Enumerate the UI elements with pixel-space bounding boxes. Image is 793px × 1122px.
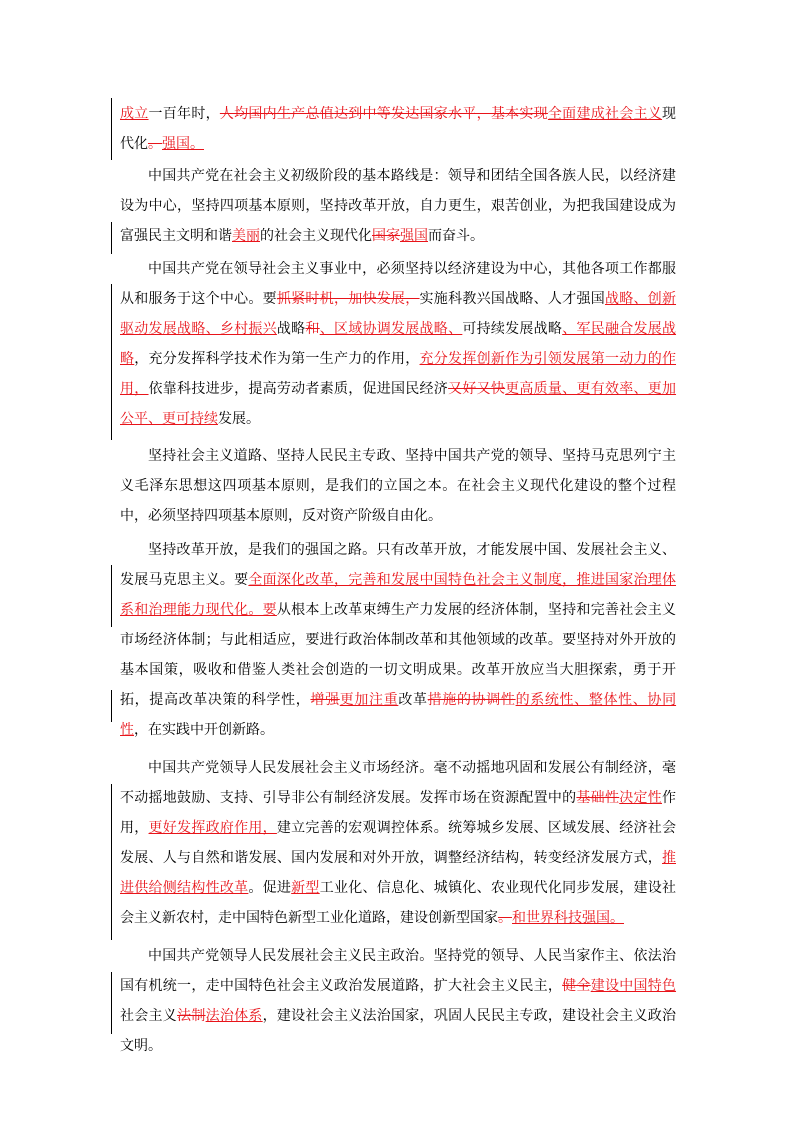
body-text: 。促进 <box>248 880 292 896</box>
inserted-text: 、区域协调发展战略、 <box>319 321 463 337</box>
inserted-text: 战略、创新驱动发展战略、乡村振兴 <box>120 291 677 337</box>
inserted-text: 更高质量、更有效率、更加公平、更可持续 <box>120 381 677 427</box>
deleted-text: 又好又快 <box>448 381 506 397</box>
inserted-text: 全面建成社会主义 <box>547 106 663 122</box>
inserted-text: 和世界科技强国。 <box>512 910 624 926</box>
inserted-text: 成立 <box>120 106 149 122</box>
body-text: 的社会主义现代化 <box>260 228 372 244</box>
inserted-text: 建设中国特色 <box>590 978 677 994</box>
inserted-text: 强国。 <box>162 136 204 152</box>
change-bar <box>111 98 112 160</box>
change-bar <box>111 972 112 1034</box>
paragraph <box>120 99 676 159</box>
body-text: 改革 <box>398 692 428 708</box>
body-text: 坚持社会主义道路、坚持人民民主专政、坚持中国共产党的领导、坚持马克思列宁主义毛泽东思想这四项基本原则，是我们的立国之本。在社会主义现代化建设的整个过程中，必须坚持四项基本原则，反对资产阶级自由化。 <box>120 448 676 524</box>
inserted-text: 的系统性、整体性、协同性 <box>120 692 677 738</box>
deleted-text: 。 <box>498 910 512 926</box>
inserted-text: 更加注重 <box>339 692 399 708</box>
body-text: ，在实践中开创新路。 <box>134 722 274 738</box>
deleted-text: 基础性 <box>576 790 620 806</box>
inserted-text: 、军民融合发展战略 <box>120 321 677 367</box>
inserted-text: 推进供给侧结构性改革 <box>120 850 676 896</box>
body-text: 中国共产党在领导社会主义事业中，必须坚持以经济建设为中心，其他各项工作都服从和服务于这个中心。要 <box>120 261 676 307</box>
change-bar <box>111 784 112 940</box>
inserted-text: 强国 <box>400 228 428 244</box>
body-text: 建立完善的宏观调控体系。统筹城乡发展、区域发展、经济社会发展、人与自然和谐发展、国内发展和对外开放，调整经济结构，转变经济发展方式， <box>120 820 677 866</box>
body-text: 战略 <box>276 321 306 337</box>
body-text: 工业化、信息化、城镇化、农业现代化同步发展，建设社会主义新农村，走中国特色新型工业化道路，建设创新型国家 <box>120 880 677 926</box>
change-bar <box>111 284 112 440</box>
paragraph <box>120 941 676 1061</box>
change-bar <box>111 690 112 722</box>
body-text: 而奋斗。 <box>428 228 484 244</box>
body-text: ，充分发挥科学技术作为第一生产力的作用， <box>134 351 420 367</box>
paragraph <box>120 161 676 251</box>
inserted-text: 新型 <box>291 880 320 896</box>
deleted-text: 增强 <box>310 692 340 708</box>
body-text: 社会主义 <box>120 1008 178 1024</box>
body-text: 中国共产党在社会主义初级阶段的基本路线是：领导和团结全国各族人民，以经济建设为中心，坚持四项基本原则，坚持改革开放，自力更生，艰苦创业，为把我国建设成为富强民主文明和谐 <box>120 168 676 244</box>
inserted-text: 全面深化改革，完善和发展中国特色社会主义制度，推进国家治理体系和治理能力现代化。要 <box>120 572 677 618</box>
inserted-text: 充分发挥创新作为引领发展第一动力的作用， <box>120 351 677 397</box>
body-text: 现代化 <box>120 106 677 152</box>
body-text: 可持续发展战略 <box>462 321 563 337</box>
body-text: 中国共产党领导人民发展社会主义民主政治。坚持党的领导、人民当家作主、依法治国有机统一，走中国特色社会主义政治发展道路，扩大社会主义民主， <box>120 948 676 994</box>
paragraph <box>120 441 676 531</box>
deleted-text: 抓紧时机，加快发展， <box>276 291 420 307</box>
inserted-text: 美丽 <box>232 228 260 244</box>
deleted-text: 和 <box>305 321 320 337</box>
body-text: 中国共产党领导人民发展社会主义市场经济。毫不动摇地巩固和发展公有制经济，毫不动摇地鼓励、支持、引导非公有制经济发展。发挥市场在资源配置中的 <box>120 760 676 806</box>
body-text: 发展。 <box>218 411 260 427</box>
body-text: 依靠科技进步，提高劳动者素质，促进国民经济 <box>148 381 449 397</box>
deleted-text: 。 <box>148 136 162 152</box>
body-text: 一百年时， <box>148 106 220 122</box>
body-text: ，建设社会主义法治国家，巩固人民民主专政，建设社会主义政治文明。 <box>120 1008 677 1054</box>
paragraph <box>120 535 676 745</box>
change-bar <box>111 565 112 627</box>
deleted-text: 法制 <box>177 1008 206 1024</box>
paragraph <box>120 254 676 434</box>
deleted-text: 措施的协调性 <box>427 692 516 708</box>
deleted-text: 国家 <box>372 228 400 244</box>
change-bar <box>111 222 112 254</box>
body-text: 实施科教兴国战略、人才强国 <box>419 291 605 307</box>
inserted-text: 法治体系 <box>205 1008 263 1024</box>
body-text: 作用， <box>120 790 677 836</box>
paragraph <box>120 753 676 933</box>
deleted-text: 健全 <box>562 978 591 994</box>
deleted-text: 人均国内生产总值达到中等发达国家水平，基本实现 <box>219 106 548 122</box>
inserted-text: 决定性 <box>619 790 663 806</box>
inserted-text: 更好发挥政府作用， <box>148 820 277 836</box>
body-text: 坚持改革开放，是我们的强国之路。只有改革开放，才能发展中国、发展社会主义、发展马克思主义。要 <box>120 542 676 588</box>
body-text: 从根本上改革束缚生产力发展的经济体制，坚持和完善社会主义市场经济体制；与此相适应，要进行政治体制改革和其他领域的改革。要坚持对外开放的基本国策，吸收和借鉴人类社会创造的一切文明成果。改革开放应当大胆探索，勇于开拓，提高改革决策的科学性， <box>120 602 677 708</box>
